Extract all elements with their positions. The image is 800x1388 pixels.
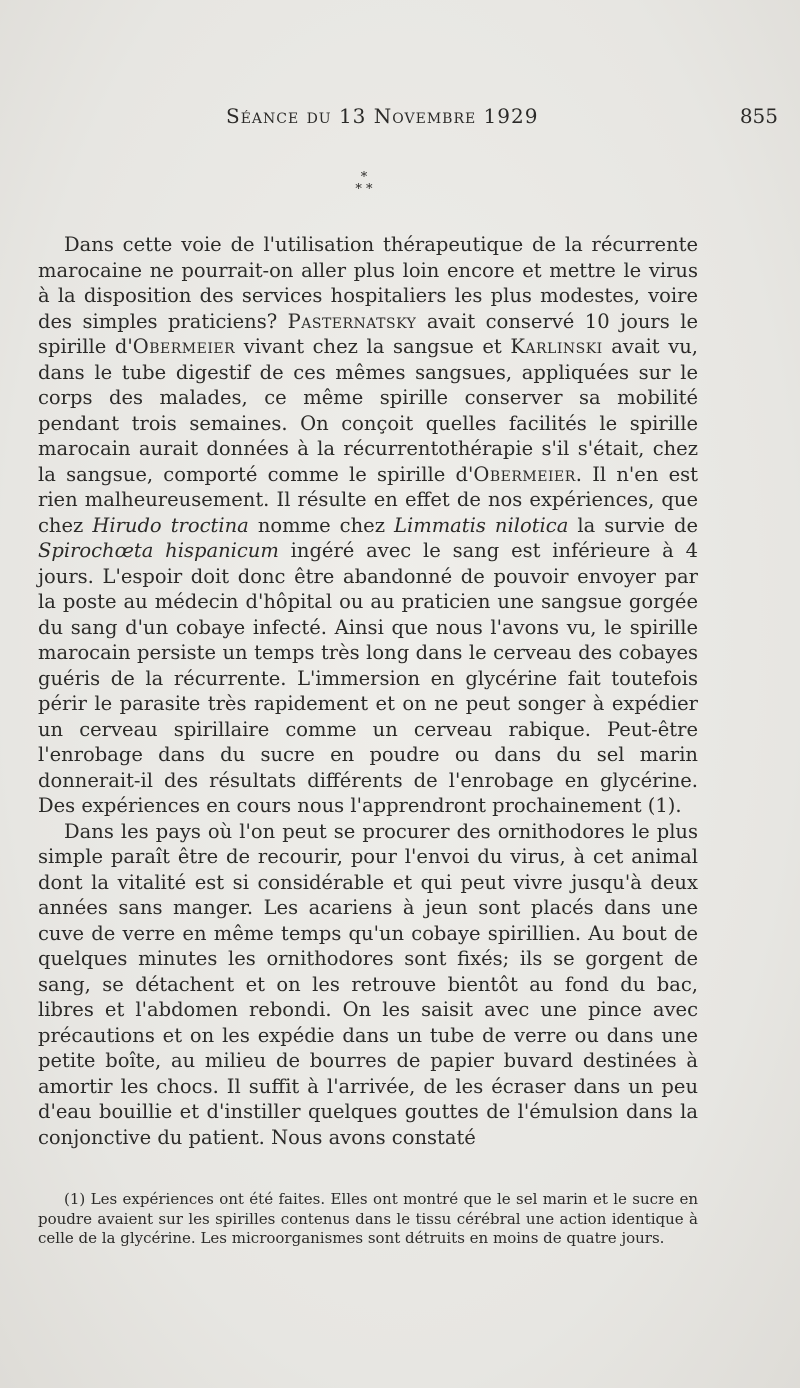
paragraph-1-segment: ingéré avec le sang est inférieure à 4 jours. L'espoir doit donc être abandonné de pouvoir envoyer par la poste au médecin d'hôpital ou au praticien une sangsue gorgée du sang d'un cobaye infecté. Ainsi que nous l'avons vu, le spirille marocain persiste un temps très long dans le cerveau des cobayes guéris de la récurrente. L'immersion en glycérine fait toutefois périr le parasite très rapidement et on ne peut songer à expédier un cerveau spirillaire comme un cerveau rabique. Peut-être l'enrobage dans du sucre en poudre ou dans du sel marin donnerait-il des résultats différents de l'enrobage en glycérine. Des expériences en cours nous l'apprendront prochainement (1). (38, 539, 698, 817)
paragraph-1-segment: avait vu, dans le tube digestif de ces mêmes sangsues, appliquées sur le corps des malades, ce même spirille conserver sa mobilité pendant trois semaines. On conçoit quelles facilités le spirille marocain aurait données à la récurrentothérapie s'il s'était, chez la sangsue, comporté comme le spirille d' (38, 335, 699, 486)
section-asterism (344, 172, 384, 196)
asterism-top: * (360, 170, 368, 185)
species-name-hirudo: Hirudo troctina (92, 513, 249, 537)
author-name-pasternatsky: Pasternatsky (287, 309, 417, 333)
author-name-obermeier: Obermeier (473, 462, 576, 486)
paragraph-1 (38, 232, 698, 819)
paragraph-1-segment: nomme chez (248, 513, 395, 537)
paragraph-1-segment: avait conservé 10 jours le spirille d' (38, 309, 698, 358)
author-name-obermeier: Obermeier (132, 335, 236, 358)
asterism-bottom: * * (355, 182, 373, 197)
paragraph-2: Dans les pays où l'on peut se procurer des ornithodores le plus simple paraît être de recourir, pour l'envoi du virus, à cet animal dont la vitalité est si considérable et qui peut vivre jusqu'à deux années sans manger. Les acariens à jeun sont placés dans une cuve de verre en même temps qu'un cobaye spirillien. Au bout de quelques minutes les ornithodores sont fixés; ils se gorgent de sang, se détachent et on les retrouve bientôt au fond du bac, libres et l'abdomen rebondi. On les saisit avec une pince avec précautions et on les expédie dans un tube de verre ou dans une petite boîte, au milieu de bourres de papier buvard destinées à amortir les chocs. Il suffit à l'arrivée, de les écraser dans un peu d'eau bouillie et d'instiller quelques gouttes de l'émulsion dans la conjonctive du patient. Nous avons constaté (38, 819, 698, 1149)
footnote-text: (1) Les expériences ont été faites. Elles ont montré que le sel marin et le sucre en poudre avaient sur les spirilles contenus dans le tissu cérébral une action identique à celle de la glycérine. Les microorganismes sont détruits en moins de quatre jours. (38, 1190, 698, 1247)
species-name-spirochaeta: Spirochœta hispanicum (38, 539, 279, 562)
paragraph-1-segment: . Il n'en est rien malheureusement. Il résulte en effet de nos expériences, que chez (38, 462, 698, 537)
running-title: Séance du 13 Novembre 1929 (226, 104, 539, 128)
paragraph-1-segment: vivant chez la sangsue et (235, 335, 511, 358)
paragraph-1-segment: la survie de (568, 513, 698, 537)
author-name-karlinski: Karlinski (510, 335, 603, 358)
paragraph-1-segment: Dans cette voie de l'utilisation thérapeutique de la récurrente marocaine ne pourrait-on aller plus loin encore et mettre le virus à la disposition des services hospitaliers les plus modestes, voire des simples praticiens? (38, 233, 698, 333)
page-header (0, 104, 800, 134)
body-text (38, 232, 698, 1150)
footnote (38, 1190, 698, 1249)
page-number: 855 (739, 104, 778, 128)
species-name-limmatis: Limmatis nilotica (394, 513, 569, 537)
